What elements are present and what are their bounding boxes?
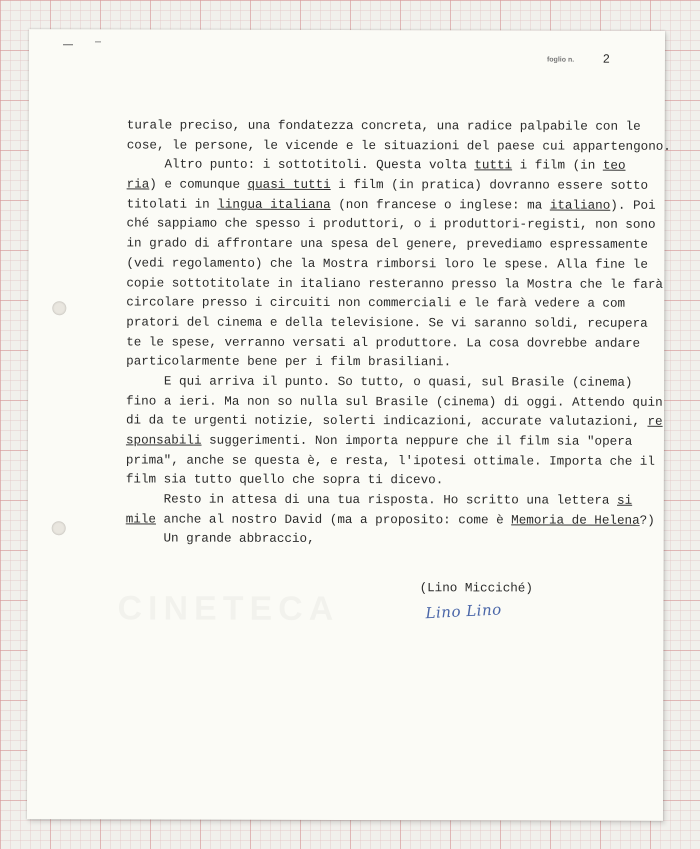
underlined-word: sponsabili <box>125 433 202 448</box>
text-line: particolarmente bene per i film brasiliani. <box>126 354 452 370</box>
text-run: Altro punto: i sottotitoli. Questa volta <box>126 157 475 173</box>
text-line: prima", anche se questa è, e resta, l'ipotesi ottimale. Importa che il <box>125 453 655 469</box>
text-line: te le spese, verranno versati al produttore. La cosa dovrebbe andare <box>126 334 641 351</box>
text-line: E qui arriva il punto. So tutto, o quasi, sul Brasile (cinema) <box>126 374 633 390</box>
text-run: titolati in <box>126 197 218 212</box>
underlined-word: italiano <box>549 198 611 213</box>
underlined-title: Memoria de Helena <box>511 513 640 528</box>
underlined-word: si <box>617 493 633 508</box>
text-line: (vedi regolamento) che la Mostra rimborsi loro le spese. Alla fine le <box>126 256 648 272</box>
text-line <box>127 195 657 216</box>
text-line: in grado di affrontare una spesa del genere, prevediamo espressamente <box>126 236 648 252</box>
text-line: pratori del cinema e della televisione. Se vi saranno soldi, recupera <box>126 315 648 331</box>
underlined-word: re <box>647 415 663 430</box>
text-line: ché sappiamo che spesso i produttori, o i produttori-registi, non sono <box>126 216 656 233</box>
text-line <box>126 431 656 452</box>
text-run: anche al nostro David (ma a proposito: come è <box>155 512 512 528</box>
text-line <box>127 175 657 196</box>
letter-body <box>125 116 671 551</box>
letter-sheet <box>27 29 671 821</box>
margin-tick <box>95 41 101 42</box>
punch-hole-top <box>52 301 66 315</box>
underlined-word: teo <box>602 159 626 174</box>
page-label: foglio n. <box>546 56 575 64</box>
text-run: i film (in <box>512 158 603 174</box>
text-run: (non francese o inglese: ma <box>330 197 550 213</box>
underlined-word: mile <box>125 512 157 527</box>
text-line: copie sottotitolate in italiano resteranno presso la Mostra che le farà <box>126 275 663 292</box>
margin-mark <box>63 44 73 45</box>
underlined-word: lingua italiana <box>217 197 331 212</box>
text-line: cose, le persone, le vicende e le situazioni del paese cui appartengono. <box>126 138 671 154</box>
text-line: fino a ieri. Ma non so nulla sul Brasile (cinema) di oggi. Attendo quin <box>126 394 663 410</box>
underlined-word: ria <box>126 177 150 192</box>
handwritten-signature: Lino Lino <box>425 600 503 623</box>
text-run: ). Poi <box>610 198 656 213</box>
text-run: di da te urgenti notizie, solerti indicazioni, accurate valutazioni, <box>125 413 648 430</box>
underlined-word: quasi tutti <box>247 177 331 193</box>
watermark <box>117 589 339 629</box>
text-line: turale preciso, una fondatezza concreta, una radice palpabile con le <box>126 118 641 134</box>
text-line <box>127 156 657 177</box>
page-number: 2 <box>602 51 610 66</box>
sender-name: (Lino Micciché) <box>419 581 533 596</box>
text-run: suggerimenti. Non importa neppure che il film sia "opera <box>201 433 633 449</box>
punch-hole-bottom <box>52 521 66 535</box>
text-line <box>126 490 656 511</box>
text-line: circolare presso i circuiti non commerciali e le farà vedere a com <box>126 295 626 311</box>
text-run: i film (in pratica) dovranno essere sotto <box>330 178 649 193</box>
text-run: ?) <box>639 513 655 528</box>
text-run: Resto in attesa di una tua risposta. Ho scritto una lettera <box>125 492 618 508</box>
text-line <box>125 412 663 433</box>
text-line <box>126 510 656 531</box>
underlined-word: tutti <box>474 158 513 173</box>
text-line: film sia tutto quello che sopra ti dicevo. <box>125 472 444 488</box>
text-run: ) e comunque <box>149 177 248 192</box>
text-line: Un grande abbraccio, <box>125 531 315 547</box>
